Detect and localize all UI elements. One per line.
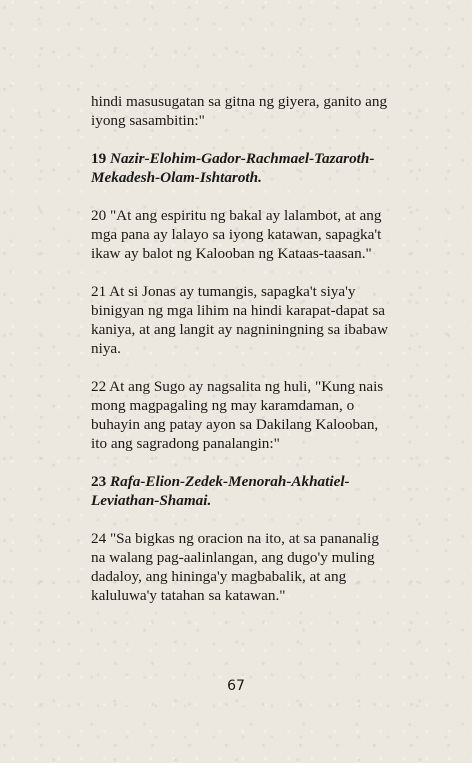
verse-21: 21 At si Jonas ay tumangis, sapagka't siya'y binigyan ng mga lihim na hindi karapat-dapat sa kaniya, at ang langit ay nagniningning sa ibabaw niya. bbox=[91, 283, 388, 357]
verse-incantation: Rafa-Elion-Zedek-Menorah-Akhatiel-Leviathan-Shamai. bbox=[91, 473, 350, 509]
page-body bbox=[91, 92, 391, 624]
verse-number: 19 bbox=[91, 150, 107, 167]
verse-20: 20 "At ang espiritu ng bakal ay lalambot, at ang mga pana ay lalayo sa iyong katawan, sapagka't ikaw ay balot ng Kalooban ng Kataas-taasan." bbox=[91, 207, 382, 262]
verse-24: 24 "Sa bigkas ng oracion na ito, at sa pananalig na walang pag-aalinlangan, ang dugo'y muling dadaloy, ang hininga'y magbabalik, at ang kaluluwa'y tatahan sa katawan." bbox=[91, 530, 379, 604]
verse-22: 22 At ang Sugo ay nagsalita ng huli, "Kung nais mong magpagaling ng may karamdaman, o buhayin ang patay ayon sa Dakilang Kalooban, ito ang sagradong panalangin:" bbox=[91, 378, 384, 452]
paragraph-continuation: hindi masusugatan sa gitna ng giyera, ganito ang iyong sasambitin:" bbox=[91, 93, 388, 129]
verse-19 bbox=[91, 149, 391, 187]
verse-incantation: Nazir-Elohim-Gador-Rachmael-Tazaroth-Mekadesh-Olam-Ishtaroth. bbox=[91, 150, 375, 186]
page-number: 67 bbox=[227, 678, 245, 694]
verse-number: 23 bbox=[91, 473, 107, 490]
verse-23 bbox=[91, 472, 391, 510]
